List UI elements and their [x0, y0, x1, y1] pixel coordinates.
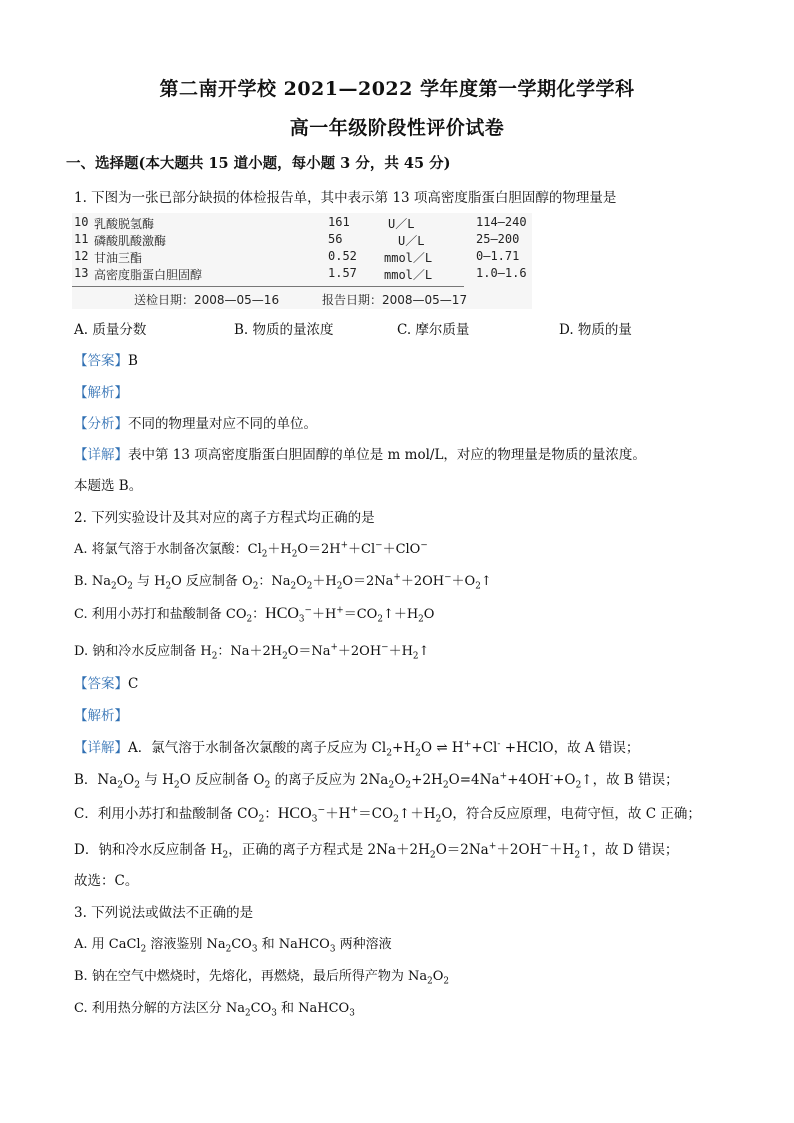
q1-option-b[interactable]: B. 物质的量浓度	[234, 322, 334, 338]
q2-detail-a: 【详解】A．氯气溶于水制备次氯酸的离子反应为 $Cl_2+H_2O$ ⇌ H++Cl- +HClO，故 A 错误；	[74, 738, 640, 759]
q3-option-a[interactable]: A. 用 CaCl$_2$ 溶液鉴别 $Na_2CO_3$ 和 NaHCO$_3$ 两种溶液	[74, 937, 392, 955]
report-range: 114—240	[476, 215, 527, 229]
report-value: 0.52	[328, 249, 357, 263]
report-divider	[72, 286, 464, 287]
report-item-name: 磷酸肌酸激酶	[94, 234, 167, 248]
answer-tag: 【答案】	[74, 353, 128, 369]
report-row	[72, 266, 532, 283]
report-send-date: 送检日期：2008—05—16	[134, 293, 280, 307]
report-no: 10	[74, 215, 89, 229]
report-no: 11	[74, 232, 89, 246]
health-report-image	[72, 213, 532, 309]
q1-stem: 1. 下图为一张已部分缺损的体检报告单，其中表示第 13 项高密度脂蛋白胆固醇的物理量是	[74, 190, 617, 206]
report-item-name: 甘油三酯	[94, 251, 143, 265]
report-unit: U／L	[388, 217, 415, 231]
q1-conclusion: 本题选 B。	[74, 478, 143, 494]
exam-title-line2: 高一年级阶段性评价试卷	[289, 117, 505, 139]
q1-answer	[74, 349, 754, 369]
q2-stem: 2. 下列实验设计及其对应的离子方程式均正确的是	[74, 510, 375, 526]
q1-fenxi: 【分析】不同的物理量对应不同的单位。	[74, 416, 317, 432]
section-heading: 一、选择题(本大题共 15 道小题，每小题 3 分，共 45 分)	[66, 155, 451, 172]
report-range: 1.0—1.6	[476, 266, 527, 280]
report-report-date: 报告日期：2008—05—17	[322, 293, 468, 307]
exam-title-line1: 第二南开学校 2021—2022 学年度第一学期化学学科	[159, 78, 635, 100]
q1-analysis-tag: 【解析】	[74, 385, 128, 401]
q2-detail-c: C．利用小苏打和盐酸制备 $CO_2$：$HCO_3^-+H^+=CO_2↑+H_2O$，符合反应原理，电荷守恒，故 C 正确；	[74, 804, 701, 825]
q2-detail-d: D．钠和冷水反应制备 $H_2$，正确的离子方程式是 $2Na+2H_2O=2Na^++2OH^-+H_2↑$，故 D 错误；	[74, 840, 679, 861]
q3-stem: 3. 下列说法或做法不正确的是	[74, 905, 254, 921]
q1-option-c[interactable]: C. 摩尔质量	[397, 322, 470, 338]
q2-conclusion: 故选：C。	[74, 873, 139, 889]
report-range: 25—200	[476, 232, 520, 246]
q2-analysis-tag: 【解析】	[74, 708, 128, 724]
q1-option-a[interactable]: A. 质量分数	[74, 322, 147, 338]
q1-option-d[interactable]: D. 物质的量	[559, 322, 632, 338]
report-no: 12	[74, 249, 89, 263]
q2-option-a[interactable]: A. 将氯气溶于水制备次氯酸：$Cl_2+H_2O=2H^++Cl^-+ClO^-$	[74, 540, 428, 560]
q2-option-b[interactable]: B. $Na_2O_2$ 与 $H_2O$ 反应制备 $O_2$：$Na_2O_2+H_2O=2Na^++2OH^-+O_2↑$	[74, 572, 492, 592]
answer-value: B	[128, 353, 138, 369]
report-row	[72, 249, 532, 266]
report-unit: mmol／L	[384, 268, 433, 282]
report-value: 161	[328, 215, 350, 229]
report-row	[72, 232, 532, 249]
q2-answer: 【答案】C	[74, 676, 139, 692]
report-item-name: 高密度脂蛋白胆固醇	[94, 268, 203, 282]
report-no: 13	[74, 266, 89, 280]
q3-option-c[interactable]: C. 利用热分解的方法区分 $Na_2CO_3$ 和 NaHCO$_3$	[74, 1001, 355, 1019]
report-unit: mmol／L	[384, 251, 433, 265]
q2-option-c[interactable]: C. 利用小苏打和盐酸制备 $CO_2$：$HCO_3^-+H^+=CO_2↑+H_2O$	[74, 605, 435, 625]
report-row	[72, 215, 532, 232]
q2-detail-b: B．$Na_2O_2$ 与 $H_2O$ 反应制备 $O_2$ 的离子反应为 $2Na_2O_2+2H_2O=4Na^++4OH^-+O_2↑$，故 B 错误；	[74, 770, 679, 791]
report-item-name: 乳酸脱氢酶	[94, 217, 155, 231]
report-range: 0—1.71	[476, 249, 520, 263]
q1-detail: 【详解】表中第 13 项高密度脂蛋白胆固醇的单位是 m mol/L，对应的物理量是物质的量浓度。	[74, 447, 646, 463]
q3-option-b[interactable]: B. 钠在空气中燃烧时，先熔化，再燃烧，最后所得产物为 $Na_2O_2$	[74, 969, 449, 987]
report-unit: U／L	[398, 234, 425, 248]
q2-option-d[interactable]: D. 钠和冷水反应制备 $H_2$：$Na+2H_2O=Na^++2OH^-+H_2↑$	[74, 642, 430, 662]
report-value: 56	[328, 232, 343, 246]
report-value: 1.57	[328, 266, 357, 280]
